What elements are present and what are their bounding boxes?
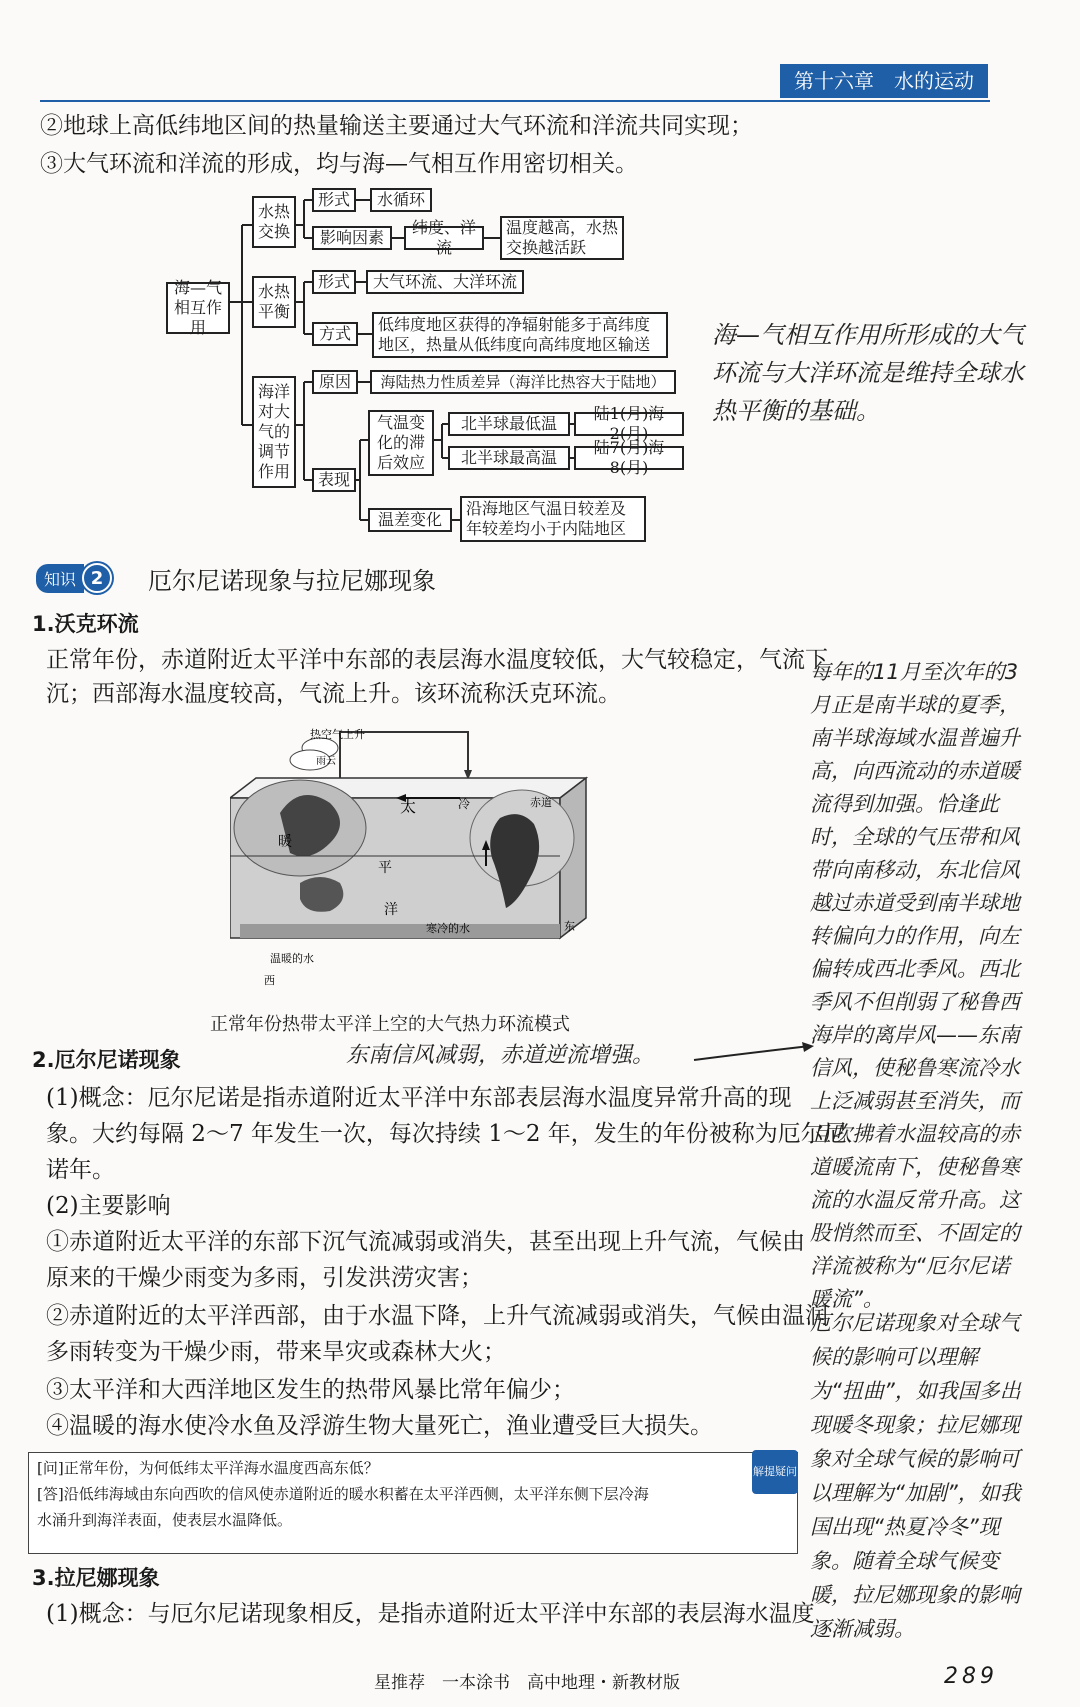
footer-book: 星推荐 一本涂书 高中地理・新教材版: [374, 1673, 680, 1693]
elnino-impact-2b: 多雨转变为干燥少雨，带来旱灾或森林大火；: [46, 1339, 506, 1365]
label-hot-air: 热空气上升: [310, 728, 365, 741]
diagram-bal-way-val: 低纬度地区获得的净辐射能多于高纬度地区，热量从低纬度向高纬度地区输送: [372, 312, 668, 358]
diagram-ex-factor-val: 纬度、洋流: [404, 226, 484, 250]
intro-line-2: ②地球上高低纬地区间的热量输送主要通过大气环流和洋流共同实现；: [40, 113, 753, 139]
australia-landmass: [300, 877, 343, 912]
label-warm-water: 温暖的水: [270, 952, 314, 965]
diagram-ex-factor-res: 温度越高，水热交换越活跃: [500, 216, 624, 260]
diagram-bal-way: 方式: [312, 322, 358, 346]
walker-figure: [230, 718, 620, 998]
intro-line-3: ③大气环流和洋流的形成，均与海—气相互作用密切相关。: [40, 151, 638, 177]
water-layer: [240, 924, 560, 938]
diagram-nh-max-val: 陆7(月)海8(月): [574, 446, 684, 470]
handwritten-note-2: 每年的11月至次年的3月正是南半球的夏季，南半球海域水温普遍升高，向西流动的赤道暖流得到加强。恰逢此时，全球的气压带和风带向南移动，东北信风越过赤道受到南半球地转偏向力的作用，向左偏转成西北季风。西北季风不但削弱了秘鲁西海岸的离岸风——东南信风，使秘鲁寒流冷水上泛减弱甚至消失，而且吹拂着水温较高的赤道暖流南下，使秘鲁寒流的水温反常升高。这股悄然而至、不固定的洋流被称为“厄尔尼诺暖流”。: [810, 660, 1020, 1311]
diagram-ex-factor: 影响因素: [312, 226, 392, 250]
diagram-balance: 水热平衡: [252, 276, 296, 328]
diagram-perf: 表现: [312, 468, 356, 492]
label-tai: 太: [400, 797, 417, 816]
diagram-root: 海—气相互作用: [166, 282, 230, 334]
elnino-heading: 2.厄尔尼诺现象: [32, 1048, 181, 1072]
diagram-bal-form-val: 大气环流、大洋环流: [366, 270, 524, 294]
label-cold: 冷: [458, 797, 471, 811]
section-badge: 知识: [36, 564, 84, 593]
elnino-concept-2: 象。大约每隔 2～7 年发生一次，每次持续 1～2 年，发生的年份被称为厄尔尼: [46, 1121, 847, 1147]
handwritten-note-1: 海—气相互作用所形成的大气环流与大洋环流是维持全球水热平衡的基础。: [712, 321, 1024, 425]
label-east: 东: [564, 920, 575, 933]
elnino-concept-3: 诺年。: [46, 1157, 115, 1183]
label-yang: 洋: [384, 902, 398, 918]
qa-answer-2: 水涌升到海洋表面，使表层水温降低。: [37, 1511, 293, 1529]
elnino-impact-2a: ②赤道附近的太平洋西部，由于水温下降，上升气流减弱或消失，气候由温润: [46, 1303, 828, 1329]
walker-text-1: 正常年份，赤道附近太平洋中东部的表层海水温度较低，大气较稳定，气流下: [46, 647, 828, 673]
diagram-lag: 气温变化的滞后效应: [368, 410, 434, 476]
qa-tag: 解提疑问: [752, 1450, 798, 1494]
walker-text-2: 沉；西部海水温度较高，气流上升。该环流称沃克环流。: [46, 681, 621, 707]
diagram-nh-min-val: 陆1(月)海2(月): [574, 412, 684, 436]
page-number: 289: [944, 1664, 998, 1689]
elnino-impact-1b: 原来的干燥少雨变为多雨，引发洪涝灾害；: [46, 1265, 483, 1291]
diagram-regulate: 海洋对大气的调节作用: [252, 376, 296, 488]
label-rain-cloud: 雨云: [316, 756, 336, 767]
handwritten-note-3: 厄尔尼诺现象对全球气候的影响可以理解为“扭曲”，如我国多出现暖冬现象；拉尼娜现象对全球气候的影响可以理解为“加剧”，如我国出现“热夏冷冬”现象。随着全球气候变暖，拉尼娜现象的影响逐渐减弱。: [810, 1311, 1021, 1641]
diagram-range: 温差变化: [368, 508, 452, 532]
diagram-range-val: 沿海地区气温日较差及年较差均小于内陆地区: [460, 496, 646, 542]
qa-box: [28, 1452, 798, 1554]
lanina-concept: (1)概念：与厄尔尼诺现象相反，是指赤道附近太平洋中东部的表层海水温度: [46, 1601, 815, 1627]
diagram-bal-form: 形式: [312, 270, 356, 294]
section-2-heading: [36, 562, 436, 594]
walker-heading: 1.沃克环流: [32, 612, 139, 636]
label-cold-water: 寒冷的水: [426, 922, 470, 935]
diagram-connectors: [0, 0, 1080, 560]
diagram-nh-min: 北半球最低温: [448, 412, 570, 436]
section-number: 2: [82, 563, 112, 593]
qa-answer-1: [答]沿低纬海域由东向西吹的信风使赤道附近的暖水积蓄在太平洋西侧，太平洋东侧下层冷海: [37, 1485, 649, 1503]
diagram-ex-form: 形式: [312, 188, 356, 212]
elnino-impact-3: ③太平洋和大西洋地区发生的热带风暴比常年偏少；: [46, 1377, 575, 1403]
elnino-handwritten: 东南信风减弱，赤道逆流增强。: [346, 1043, 655, 1068]
figure-caption: 正常年份热带太平洋上空的大气热力环流模式: [210, 1014, 570, 1035]
diagram-exchange: 水热交换: [252, 196, 296, 248]
elnino-concept-1: (1)概念：厄尔尼诺是指赤道附近太平洋中东部表层海水温度异常升高的现: [46, 1085, 792, 1111]
chapter-header: 第十六章 水的运动: [780, 64, 988, 98]
label-west: 西: [264, 974, 275, 987]
elnino-impact-heading: (2)主要影响: [46, 1193, 171, 1219]
diagram-ex-form-val: 水循环: [370, 188, 432, 212]
qa-question: [问]正常年份，为何低纬太平洋海水温度西高东低？: [37, 1459, 379, 1477]
label-ping: 平: [378, 860, 392, 876]
label-equator: 赤道: [530, 796, 552, 809]
label-warm: 暖: [278, 834, 292, 850]
diagram-reason: 原因: [312, 370, 358, 394]
lanina-heading: 3.拉尼娜现象: [32, 1566, 160, 1590]
elnino-impact-4: ④温暖的海水使冷水鱼及浮游生物大量死亡，渔业遭受巨大损失。: [46, 1413, 713, 1439]
section-title: 厄尔尼诺现象与拉尼娜现象: [148, 566, 437, 595]
diagram-nh-max: 北半球最高温: [448, 446, 570, 470]
note-arrow: [690, 1040, 820, 1070]
diagram-reason-val: 海陆热力性质差异（海洋比热容大于陆地）: [370, 370, 676, 394]
elnino-impact-1a: ①赤道附近太平洋的东部下沉气流减弱或消失，甚至出现上升气流，气候由: [46, 1229, 805, 1255]
